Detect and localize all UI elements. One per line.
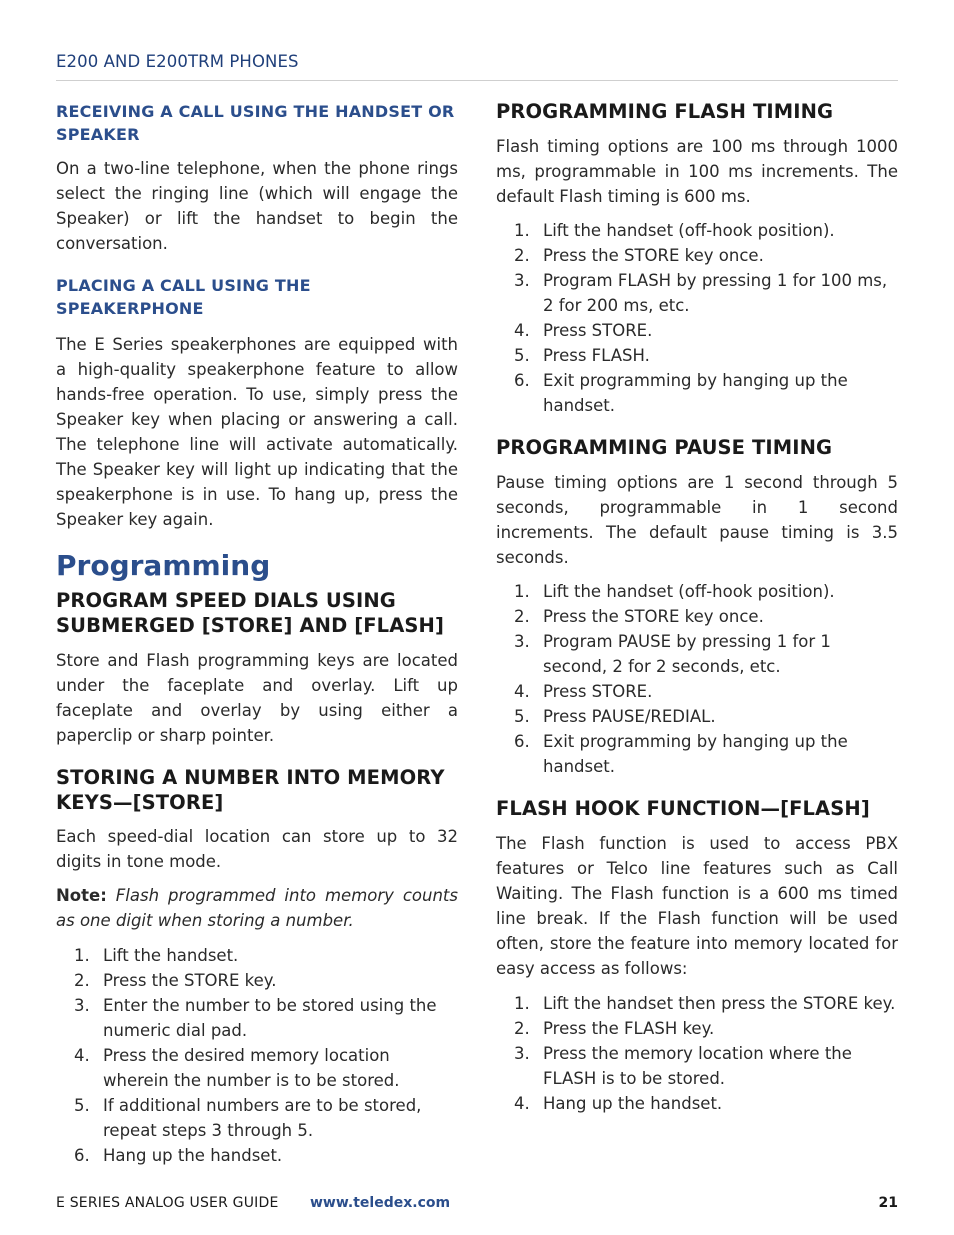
pause-timing-body: Pause timing options are 1 second through 5 seconds, programmable in 1 second increments. The default pause timing is 3.5 seconds. — [496, 473, 898, 567]
left-column — [56, 98, 458, 1168]
list-item — [496, 729, 898, 779]
list-item-text: Lift the handset then press the STORE key. — [543, 994, 896, 1013]
list-item-number: 4. — [74, 1046, 90, 1065]
list-item-text: Hang up the handset. — [103, 1146, 283, 1165]
speed-dials-heading: PROGRAM SPEED DIALS USING SUBMERGED [STORE] AND [FLASH] — [56, 589, 444, 637]
list-item-number: 5. — [514, 346, 530, 365]
list-item — [56, 1043, 458, 1093]
flash-timing-body: Flash timing options are 100 ms through 1000 ms, programmable in 100 ms increments. The default Flash timing is 600 ms. — [496, 137, 898, 206]
flash-timing-steps-list — [496, 218, 898, 418]
list-item-number: 1. — [74, 946, 90, 965]
list-item — [56, 993, 458, 1043]
list-item-text: Program PAUSE by pressing 1 for 1 second, 2 for 2 seconds, etc. — [543, 632, 831, 676]
list-item-text: Press the STORE key. — [103, 971, 277, 990]
list-item-text: Press PAUSE/REDIAL. — [543, 707, 716, 726]
flash-hook-body: The Flash function is used to access PBX features or Telco line features such as Call Waiting. The Flash function is a 600 ms timed line break. If the Flash function will be used often, store the feature into memory located for easy access as follows: — [496, 834, 898, 978]
receiving-heading: RECEIVING A CALL USING THE HANDSET OR SPEAKER — [56, 102, 455, 144]
list-item-number: 4. — [514, 321, 530, 340]
footer-guide-title: E SERIES ANALOG USER GUIDE — [56, 1195, 279, 1211]
list-item — [496, 991, 898, 1016]
list-item-text: Press the memory location where the FLASH is to be stored. — [543, 1044, 852, 1088]
pause-timing-steps-list — [496, 579, 898, 779]
list-item — [56, 1093, 458, 1143]
list-item-text: Exit programming by hanging up the handset. — [543, 371, 848, 415]
list-item-text: Press STORE. — [543, 682, 653, 701]
placing-body: The E Series speakerphones are equipped with a high-quality speakerphone feature to allow hands-free operation. To use, simply press the Speaker key when placing or answering a call. The telephone line will activate automatically. The Speaker key will light up indicating that the speakerphone is in use. To hang up, press the Speaker key again. — [56, 335, 458, 529]
list-item-number: 6. — [514, 732, 530, 751]
right-column — [496, 98, 898, 1116]
list-item-text: Enter the number to be stored using the numeric dial pad. — [103, 996, 437, 1040]
list-item-text: Exit programming by hanging up the handset. — [543, 732, 848, 776]
list-item — [496, 604, 898, 629]
list-item-number: 3. — [514, 1044, 530, 1063]
placing-heading: PLACING A CALL USING THE SPEAKERPHONE — [56, 276, 311, 318]
list-item — [496, 268, 898, 318]
list-item-number: 3. — [514, 271, 530, 290]
pause-timing-heading: PROGRAMMING PAUSE TIMING — [496, 436, 833, 459]
list-item — [56, 943, 458, 968]
receiving-body: On a two-line telephone, when the phone rings select the ringing line (which will engage the Speaker) or lift the handset to begin the conversation. — [56, 159, 458, 253]
list-item-text: Program FLASH by pressing 1 for 100 ms, 2 for 200 ms, etc. — [543, 271, 888, 315]
page-number: 21 — [878, 1195, 898, 1211]
list-item — [496, 218, 898, 243]
list-item — [496, 1041, 898, 1091]
list-item-text: Press the FLASH key. — [543, 1019, 715, 1038]
footer-url-link[interactable]: www.teledex.com — [310, 1195, 451, 1211]
list-item-text: Press the desired memory location wherein the number is to be stored. — [103, 1046, 400, 1090]
list-item-number: 2. — [514, 1019, 530, 1038]
list-item-number: 3. — [74, 996, 90, 1015]
list-item-number: 1. — [514, 582, 530, 601]
flash-hook-heading: FLASH HOOK FUNCTION—[FLASH] — [496, 797, 870, 820]
list-item-number: 4. — [514, 1094, 530, 1113]
list-item — [56, 968, 458, 993]
list-item-number: 1. — [514, 221, 530, 240]
storing-note — [56, 883, 458, 933]
list-item-number: 5. — [514, 707, 530, 726]
list-item-text: Lift the handset (off-hook position). — [543, 221, 835, 240]
list-item-number: 6. — [74, 1146, 90, 1165]
note-label: Note: — [56, 886, 107, 905]
list-item — [496, 629, 898, 679]
list-item-text: Hang up the handset. — [543, 1094, 723, 1113]
list-item — [496, 343, 898, 368]
list-item — [56, 1143, 458, 1168]
list-item — [496, 318, 898, 343]
list-item-number: 2. — [514, 607, 530, 626]
list-item-text: Press the STORE key once. — [543, 607, 764, 626]
storing-steps-list — [56, 943, 458, 1168]
list-item — [496, 368, 898, 418]
list-item-text: Press FLASH. — [543, 346, 650, 365]
list-item-text: Lift the handset. — [103, 946, 239, 965]
list-item — [496, 704, 898, 729]
flash-timing-heading: PROGRAMMING FLASH TIMING — [496, 100, 834, 123]
list-item-number: 6. — [514, 371, 530, 390]
list-item-number: 5. — [74, 1096, 90, 1115]
list-item-number: 1. — [514, 994, 530, 1013]
list-item — [496, 1016, 898, 1041]
flash-hook-steps-list — [496, 991, 898, 1116]
note-text: Flash programmed into memory counts as one digit when storing a number. — [56, 886, 458, 930]
list-item-number: 4. — [514, 682, 530, 701]
list-item — [496, 1091, 898, 1116]
list-item — [496, 243, 898, 268]
header-divider — [56, 80, 898, 81]
speed-dials-body: Store and Flash programming keys are located under the faceplate and overlay. Lift up faceplate and overlay by using either a paperclip or sharp pointer. — [56, 651, 458, 745]
programming-title: Programming — [56, 549, 271, 582]
list-item-text: Press the STORE key once. — [543, 246, 764, 265]
list-item-number: 2. — [514, 246, 530, 265]
running-header: E200 AND E200TRM PHONES — [56, 52, 299, 71]
storing-body: Each speed-dial location can store up to 32 digits in tone mode. — [56, 827, 458, 871]
list-item-text: Lift the handset (off-hook position). — [543, 582, 835, 601]
storing-heading: STORING A NUMBER INTO MEMORY KEYS—[STORE] — [56, 766, 445, 814]
list-item-text: If additional numbers are to be stored, repeat steps 3 through 5. — [103, 1096, 422, 1140]
list-item-number: 3. — [514, 632, 530, 651]
list-item-text: Press STORE. — [543, 321, 653, 340]
list-item-number: 2. — [74, 971, 90, 990]
list-item — [496, 679, 898, 704]
list-item — [496, 579, 898, 604]
